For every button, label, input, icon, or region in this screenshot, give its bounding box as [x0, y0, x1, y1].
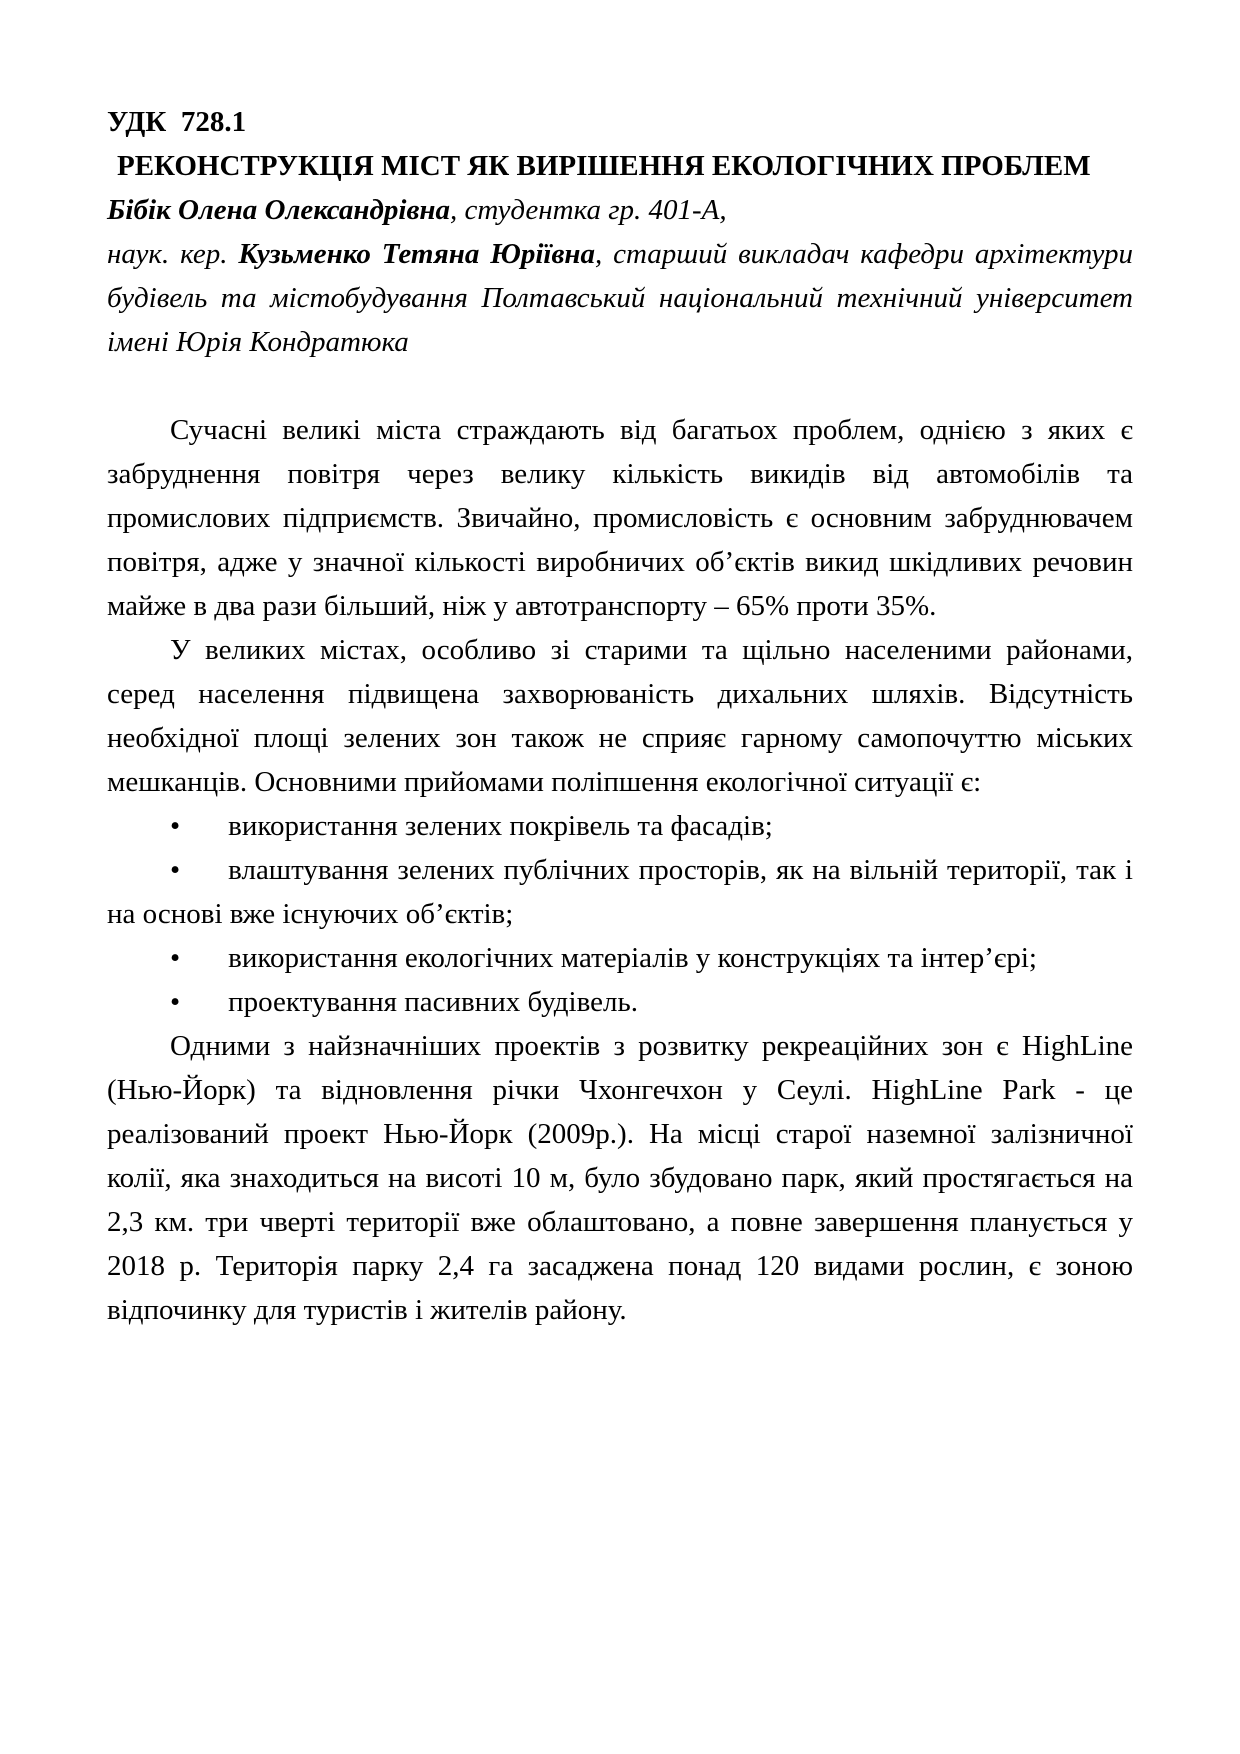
- bullet-icon: •: [170, 942, 181, 974]
- list-item: [107, 804, 1133, 848]
- advisor-name: Кузьменко Тетяна Юріївна: [238, 238, 595, 270]
- advisor-line: [107, 232, 1133, 364]
- list-item-text: влаштування зелених публічних просторів, як на вільній території, так і на основі вже існуючих об’єктів;: [107, 854, 1133, 930]
- list-item-text: використання екологічних матеріалів у конструкціях та інтер’єрі;: [228, 942, 1037, 974]
- list-item-text: проектування пасивних будівель.: [228, 986, 638, 1018]
- paper-title: РЕКОНСТРУКЦІЯ МІСТ ЯК ВИРІШЕННЯ ЕКОЛОГІЧНИХ ПРОБЛЕМ: [117, 150, 1091, 182]
- paragraph-projects: Одними з найзначніших проектів з розвитку рекреаційних зон є HighLine (Нью-Йорк) та відновлення річки Чхонгечхон у Сеулі. HighLine Park - це реалізований проект Нью-Йорк (2009р.). На місці старої наземної залізничної колії, яка знаходиться на висоті 10 м, було збудовано парк, який простягається на 2,3 км. три чверті території вже облаштовано, а повне завершення планується у 2018 р. Територія парку 2,4 га засаджена понад 120 видами рослин, є зоною відпочинку для туристів і жителів району.: [107, 1030, 1133, 1326]
- udc-number: УДК 728.1: [107, 106, 247, 138]
- author-line: [107, 188, 1133, 232]
- author-role: , студентка гр. 401-А,: [450, 194, 727, 226]
- paragraph-intro: Сучасні великі міста страждають від багатьох проблем, однією з яких є забруднення повітря через велику кількість викидів від автомобілів та промислових підприємств. Звичайно, промисловість є основним забруднювачем повітря, адже у значної кількості виробничих об’єктів викид шкідливих речовин майже в два рази більший, ніж у автотранспорту – 65% проти 35%.: [107, 414, 1133, 622]
- bullet-icon: •: [170, 986, 181, 1018]
- advisor-role-affiliation: , старший викладач кафедри архітектури будівель та містобудування Полтавський національний технічний університет імені Юрія Кондратюка: [107, 238, 1133, 358]
- bullet-list: [107, 804, 1133, 1024]
- list-item: [107, 980, 1133, 1024]
- list-item: [107, 936, 1133, 980]
- paragraph-problems: У великих містах, особливо зі старими та щільно населеними районами, серед населення підвищена захворюваність дихальних шляхів. Відсутність необхідної площі зелених зон також не сприяє гарному самопочуттю міських мешканців. Основними прийомами поліпшення екологічної ситуації є:: [107, 634, 1133, 798]
- author-name: Бібік Олена Олександрівна: [107, 194, 451, 226]
- list-item-text: використання зелених покрівель та фасадів;: [228, 810, 773, 842]
- bullet-icon: •: [170, 810, 181, 842]
- bullet-icon: •: [170, 854, 181, 886]
- list-item: [107, 848, 1133, 936]
- advisor-prefix: наук. кер.: [107, 238, 239, 270]
